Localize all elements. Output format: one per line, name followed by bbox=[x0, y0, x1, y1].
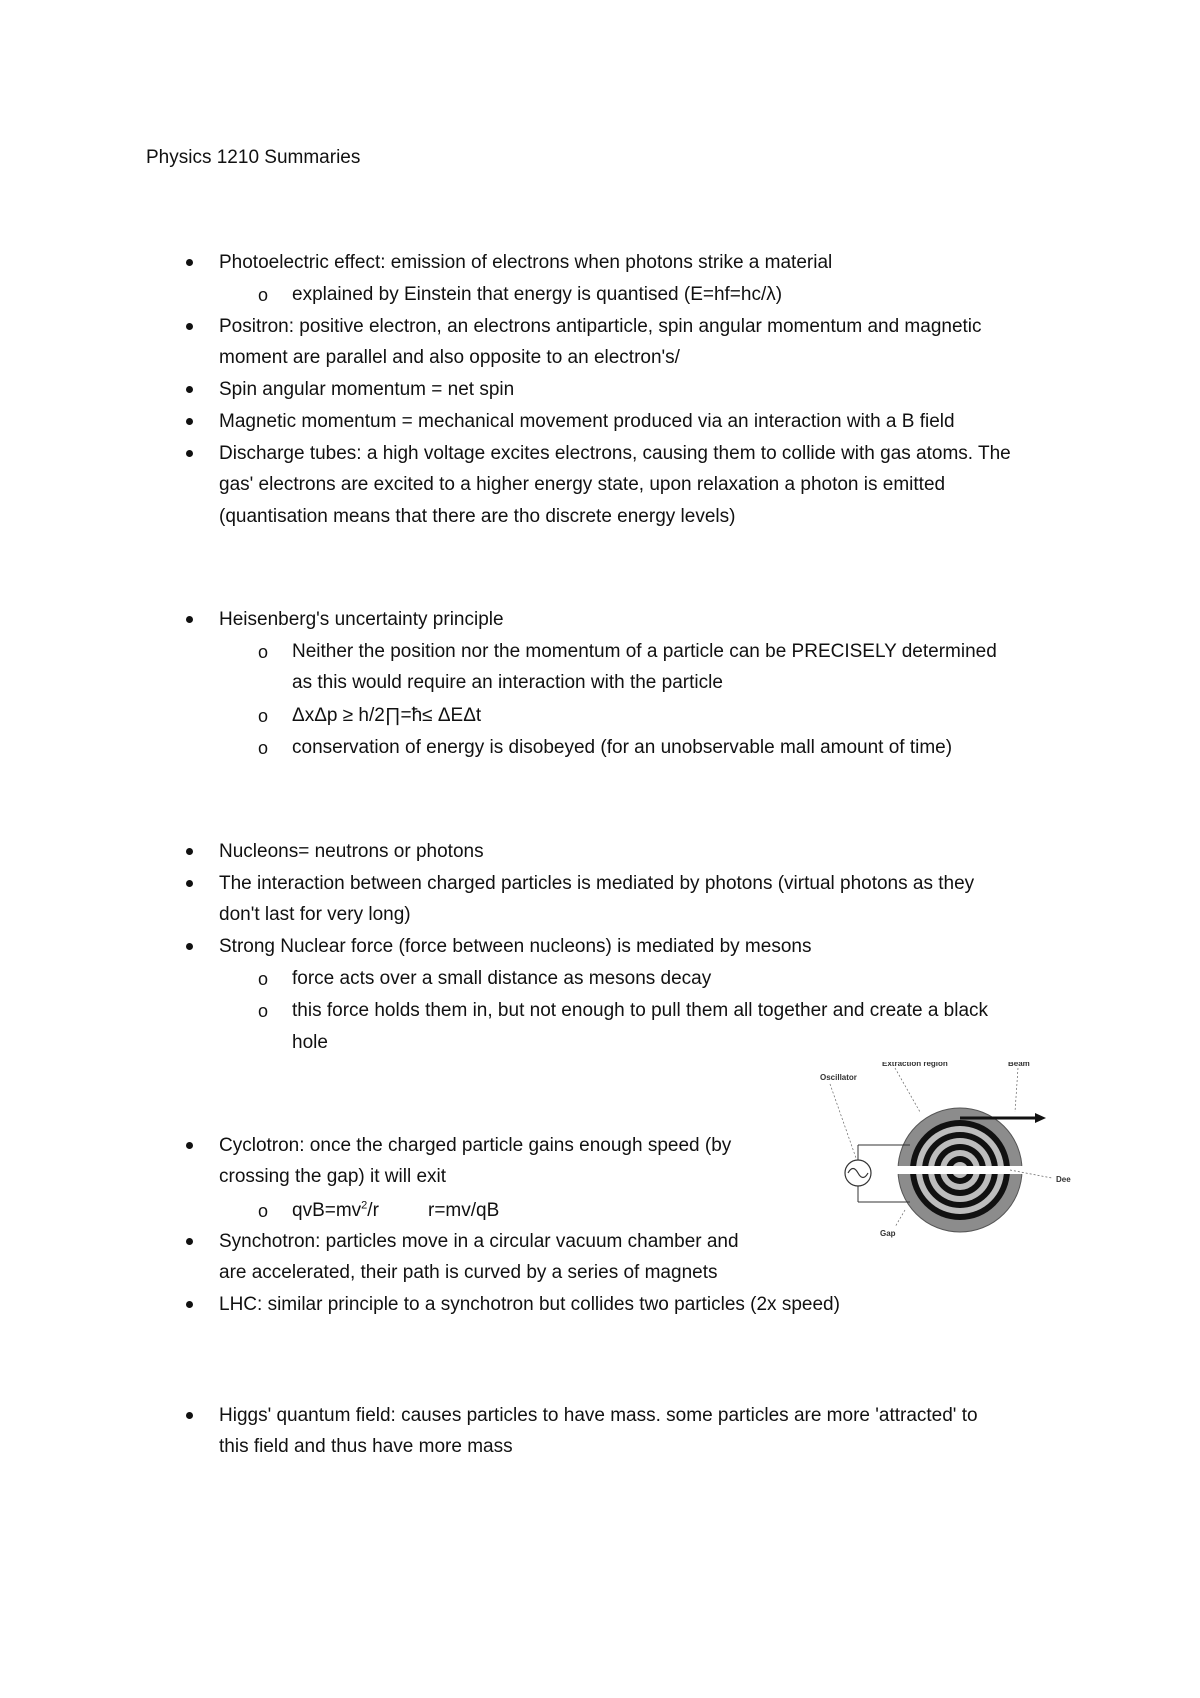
conservation-text: conservation of energy is disobeyed (for an unobservable mall amount of time) bbox=[292, 737, 953, 758]
extraction-region-label: Extraction region bbox=[882, 1062, 948, 1068]
holds-text-1: this force holds them in, but not enough to pull them all together and create a black bbox=[292, 1000, 989, 1021]
qvb-formula-part: qvB=mv bbox=[292, 1200, 362, 1221]
neither-text-2: as this would require an interaction with the particle bbox=[292, 672, 723, 693]
photoelectric-text: Photoelectric effect: emission of electrons when photons strike a material bbox=[219, 252, 833, 273]
bullet-icon bbox=[186, 450, 193, 457]
bullet-icon bbox=[186, 880, 193, 887]
discharge-text-3: (quantisation means that there are tho discrete energy levels) bbox=[219, 506, 736, 527]
sub-bullet-marker: o bbox=[258, 1201, 269, 1221]
magnetic-text: Magnetic momentum = mechanical movement produced via an interaction with a B field bbox=[219, 411, 955, 432]
sub-bullet-marker: o bbox=[258, 285, 269, 305]
cyclotron-formula bbox=[292, 1199, 379, 1223]
cyclotron-diagram bbox=[810, 1062, 1100, 1242]
bullet-icon bbox=[186, 1412, 193, 1419]
cyclotron-dee-disc bbox=[896, 1108, 1024, 1232]
synchotron-text-1: Synchotron: particles move in a circular vacuum chamber and bbox=[219, 1231, 739, 1252]
discharge-text-2: gas' electrons are excited to a higher energy state, upon relaxation a photon is emitted bbox=[219, 474, 946, 495]
strong-force-text: Strong Nuclear force (force between nucleons) is mediated by mesons bbox=[219, 936, 812, 957]
page-title: Physics 1210 Summaries bbox=[146, 147, 361, 168]
bullet-icon bbox=[186, 1142, 193, 1149]
bullet-icon bbox=[186, 323, 193, 330]
oscillator-label: Oscillator bbox=[820, 1073, 857, 1082]
einstein-text: explained by Einstein that energy is quantised (E=hf=hc/λ) bbox=[292, 284, 783, 305]
interaction-text-2: don't last for very long) bbox=[219, 904, 411, 925]
bullet-icon bbox=[186, 259, 193, 266]
beam-label: Beam bbox=[1008, 1062, 1030, 1068]
spin-text: Spin angular momentum = net spin bbox=[219, 379, 515, 400]
bullet-icon bbox=[186, 1301, 193, 1308]
cyclotron-text-2: crossing the gap) it will exit bbox=[219, 1166, 447, 1187]
bullet-icon bbox=[186, 943, 193, 950]
bullet-icon bbox=[186, 848, 193, 855]
radius-formula: r=mv/qB bbox=[428, 1200, 500, 1221]
interaction-text-1: The interaction between charged particles is mediated by photons (virtual photons as they bbox=[219, 873, 975, 894]
uncertainty-formula: ΔxΔp ≥ h/2∏=ћ≤ ΔEΔt bbox=[292, 705, 482, 726]
bullet-icon bbox=[186, 386, 193, 393]
heisenberg-text: Heisenberg's uncertainty principle bbox=[219, 609, 504, 630]
qvb-superscript: 2 bbox=[361, 1199, 368, 1212]
sub-bullet-marker: o bbox=[258, 642, 269, 662]
sub-bullet-marker: o bbox=[258, 969, 269, 989]
sub-bullet-marker: o bbox=[258, 738, 269, 758]
neither-text-1: Neither the position nor the momentum of a particle can be PRECISELY determined bbox=[292, 641, 997, 662]
sub-bullet-marker: o bbox=[258, 706, 269, 726]
positron-text-2: moment are parallel and also opposite to an electron's/ bbox=[219, 347, 680, 368]
bullet-icon bbox=[186, 616, 193, 623]
higgs-text-1: Higgs' quantum field: causes particles to have mass. some particles are more 'attracted' to bbox=[219, 1405, 978, 1426]
positron-text-1: Positron: positive electron, an electrons antiparticle, spin angular momentum and magnetic bbox=[219, 316, 982, 337]
dee-label: Dee bbox=[1056, 1175, 1071, 1184]
force-acts-text: force acts over a small distance as mesons decay bbox=[292, 968, 712, 989]
sub-bullet-marker: o bbox=[258, 1001, 269, 1021]
higgs-text-2: this field and thus have more mass bbox=[219, 1436, 513, 1457]
bullet-icon bbox=[186, 418, 193, 425]
nucleons-text: Nucleons= neutrons or photons bbox=[219, 841, 484, 862]
synchotron-text-2: are accelerated, their path is curved by a series of magnets bbox=[219, 1262, 718, 1283]
qvb-formula-end: /r bbox=[367, 1200, 379, 1221]
gap-label: Gap bbox=[880, 1229, 896, 1238]
holds-text-2: hole bbox=[292, 1032, 328, 1053]
bullet-icon bbox=[186, 1238, 193, 1245]
cyclotron-text-1: Cyclotron: once the charged particle gains enough speed (by bbox=[219, 1135, 732, 1156]
lhc-text: LHC: similar principle to a synchotron but collides two particles (2x speed) bbox=[219, 1294, 840, 1315]
discharge-text-1: Discharge tubes: a high voltage excites electrons, causing them to collide with gas atoms. The bbox=[219, 443, 1011, 464]
